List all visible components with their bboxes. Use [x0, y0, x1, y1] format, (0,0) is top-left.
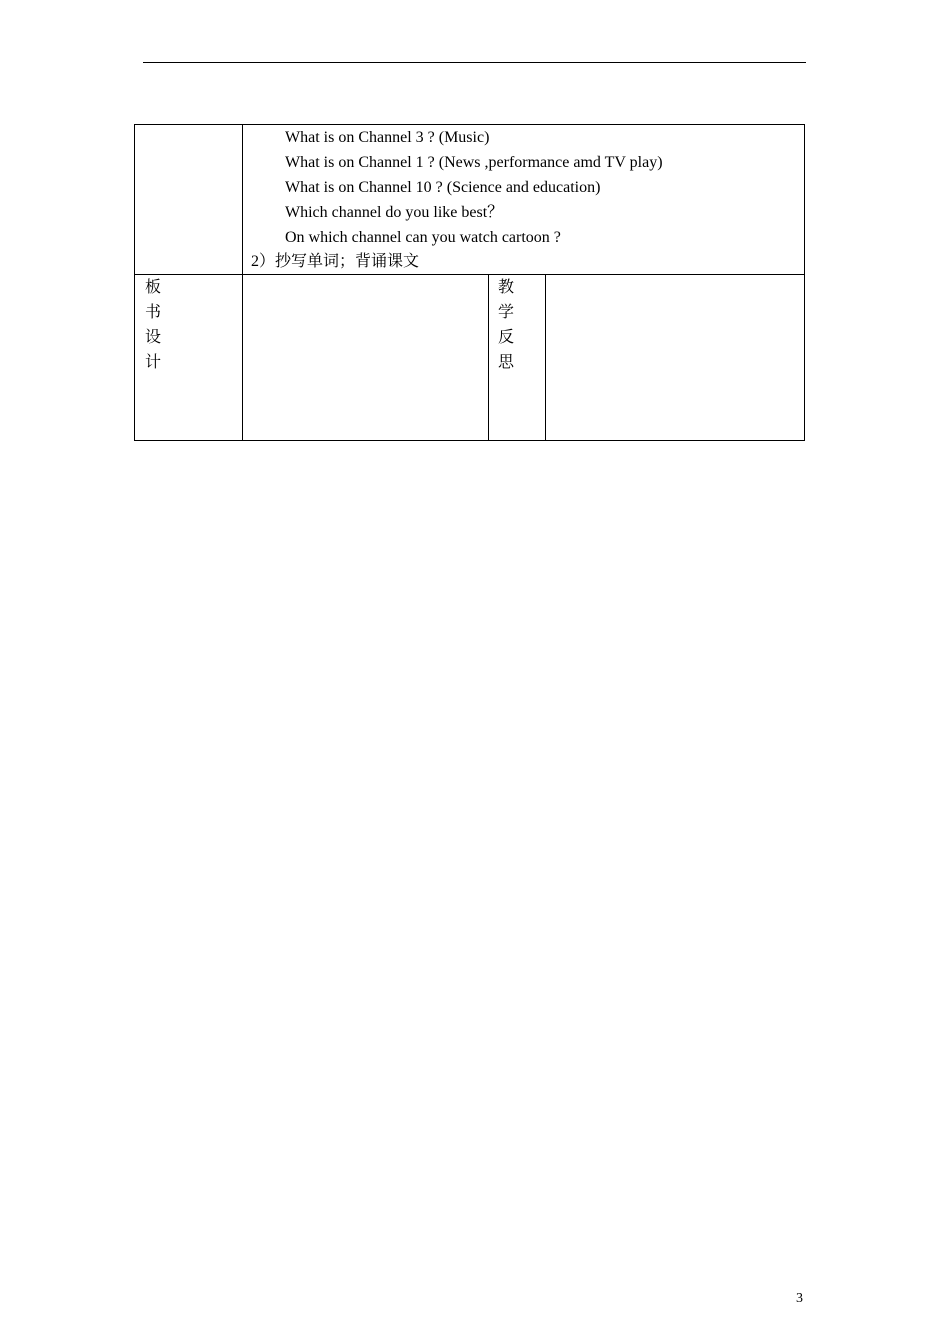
board-design-label-cell	[135, 275, 242, 440]
reflection-content-cell	[546, 275, 804, 440]
lesson-table	[134, 124, 805, 441]
content-cell	[243, 125, 804, 274]
page-number: 3	[796, 1291, 803, 1306]
board-design-char: 设	[145, 329, 162, 346]
reflection-label-cell	[489, 275, 545, 440]
board-design-char: 书	[145, 304, 162, 321]
homework-line: 2）抄写单词；背诵课文	[251, 253, 420, 270]
board-design-char: 计	[145, 354, 162, 371]
question-line: What is on Channel 3 ? (Music)	[285, 129, 490, 146]
question-line: On which channel can you watch cartoon ?	[285, 229, 561, 246]
question-line: What is on Channel 1 ? (News ,performance amd TV play)	[285, 154, 663, 171]
reflection-char: 教	[498, 279, 515, 296]
question-line: Which channel do you like best？	[285, 204, 504, 221]
question-line: What is on Channel 10 ? (Science and education)	[285, 179, 601, 196]
reflection-char: 学	[498, 304, 515, 321]
board-design-char: 板	[145, 279, 162, 296]
header-rule	[143, 62, 806, 63]
reflection-char: 思	[498, 354, 515, 371]
reflection-char: 反	[498, 329, 515, 346]
board-design-content-cell	[243, 275, 488, 440]
